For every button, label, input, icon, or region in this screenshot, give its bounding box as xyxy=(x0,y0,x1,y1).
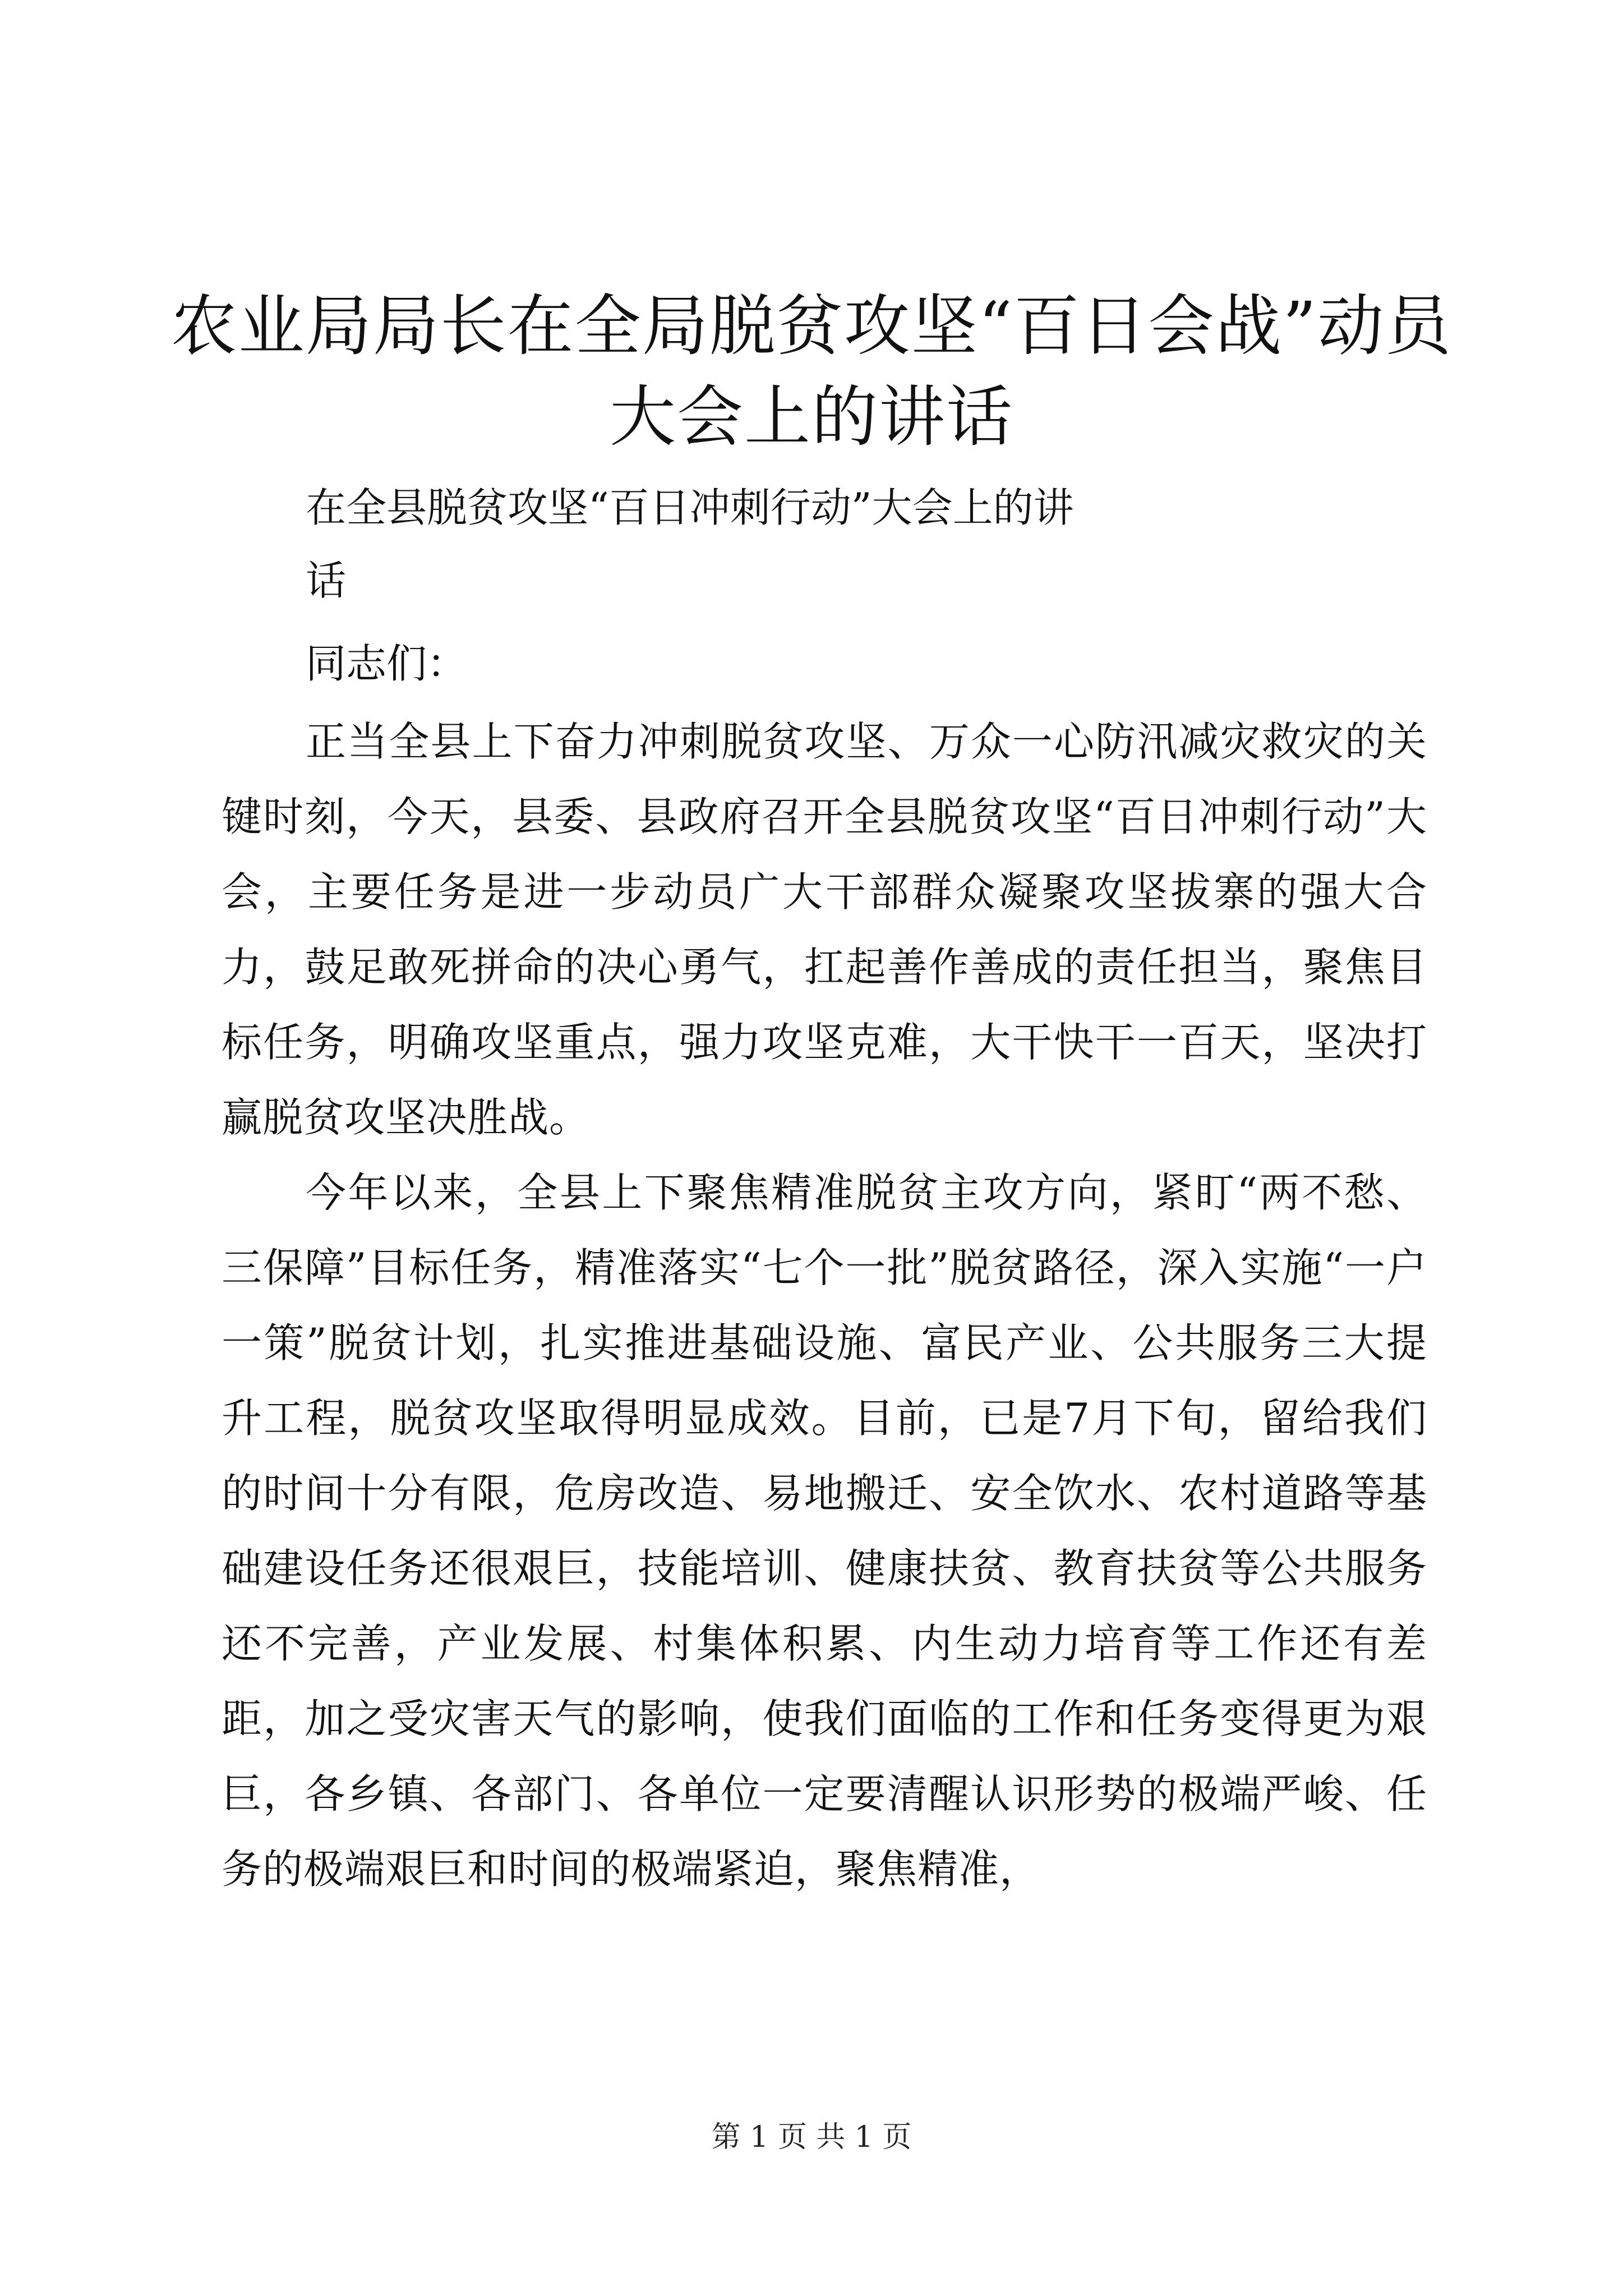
document-subtitle xyxy=(306,471,1203,617)
paragraph-2: 今年以来，全县上下聚焦精准脱贫主攻方向，紧盯“两不愁、三保障”目标任务，精准落实“七个一批”脱贫路径，深入实施“一户一策”脱贫计划，扎实推进基础设施、富民产业、公共服务三大提升工程，脱贫攻坚取得明显成效。目前，已是7月下旬，留给我们的时间十分有限，危房改造、易地搬迁、安全饮水、农村道路等基础建设任务还很艰巨，技能培训、健康扶贫、教育扶贫等公共服务还不完善，产业发展、村集体积累、内生动力培育等工作还有差距，加之受灾害天气的影响，使我们面临的工作和任务变得更为艰巨，各乡镇、各部门、各单位一定要清醒认识形势的极端严峻、任务的极端艰巨和时间的极端紧迫，聚焦精准， xyxy=(222,1169,1427,1893)
title-line-2: 大会上的讲话 xyxy=(609,378,1013,455)
body-text xyxy=(222,704,1427,1907)
document-title xyxy=(168,280,1455,462)
subtitle-line-1: 在全县脱贫攻坚“百日冲刺行动”大会上的讲 xyxy=(306,484,1074,531)
paragraph-1: 正当全县上下奋力冲刺脱贫攻坚、万众一心防汛减灾救灾的关键时刻，今天，县委、县政府召开全县脱贫攻坚“百日冲刺行动”大会，主要任务是进一步动员广大干部群众凝聚攻坚拔寨的强大合力，鼓足敢死拼命的决心勇气，扛起善作善成的责任担当，聚焦目标任务，明确攻坚重点，强力攻坚克难，大干快干一百天，坚决打赢脱贫攻坚决胜战。 xyxy=(222,718,1427,1141)
subtitle-line-2: 话 xyxy=(306,557,347,604)
page-footer: 第 1 页 共 1 页 xyxy=(711,2120,912,2154)
title-line-1: 农业局局长在全局脱贫攻坚“百日会战”动员 xyxy=(170,287,1453,365)
salutation: 同志们： xyxy=(306,640,468,687)
